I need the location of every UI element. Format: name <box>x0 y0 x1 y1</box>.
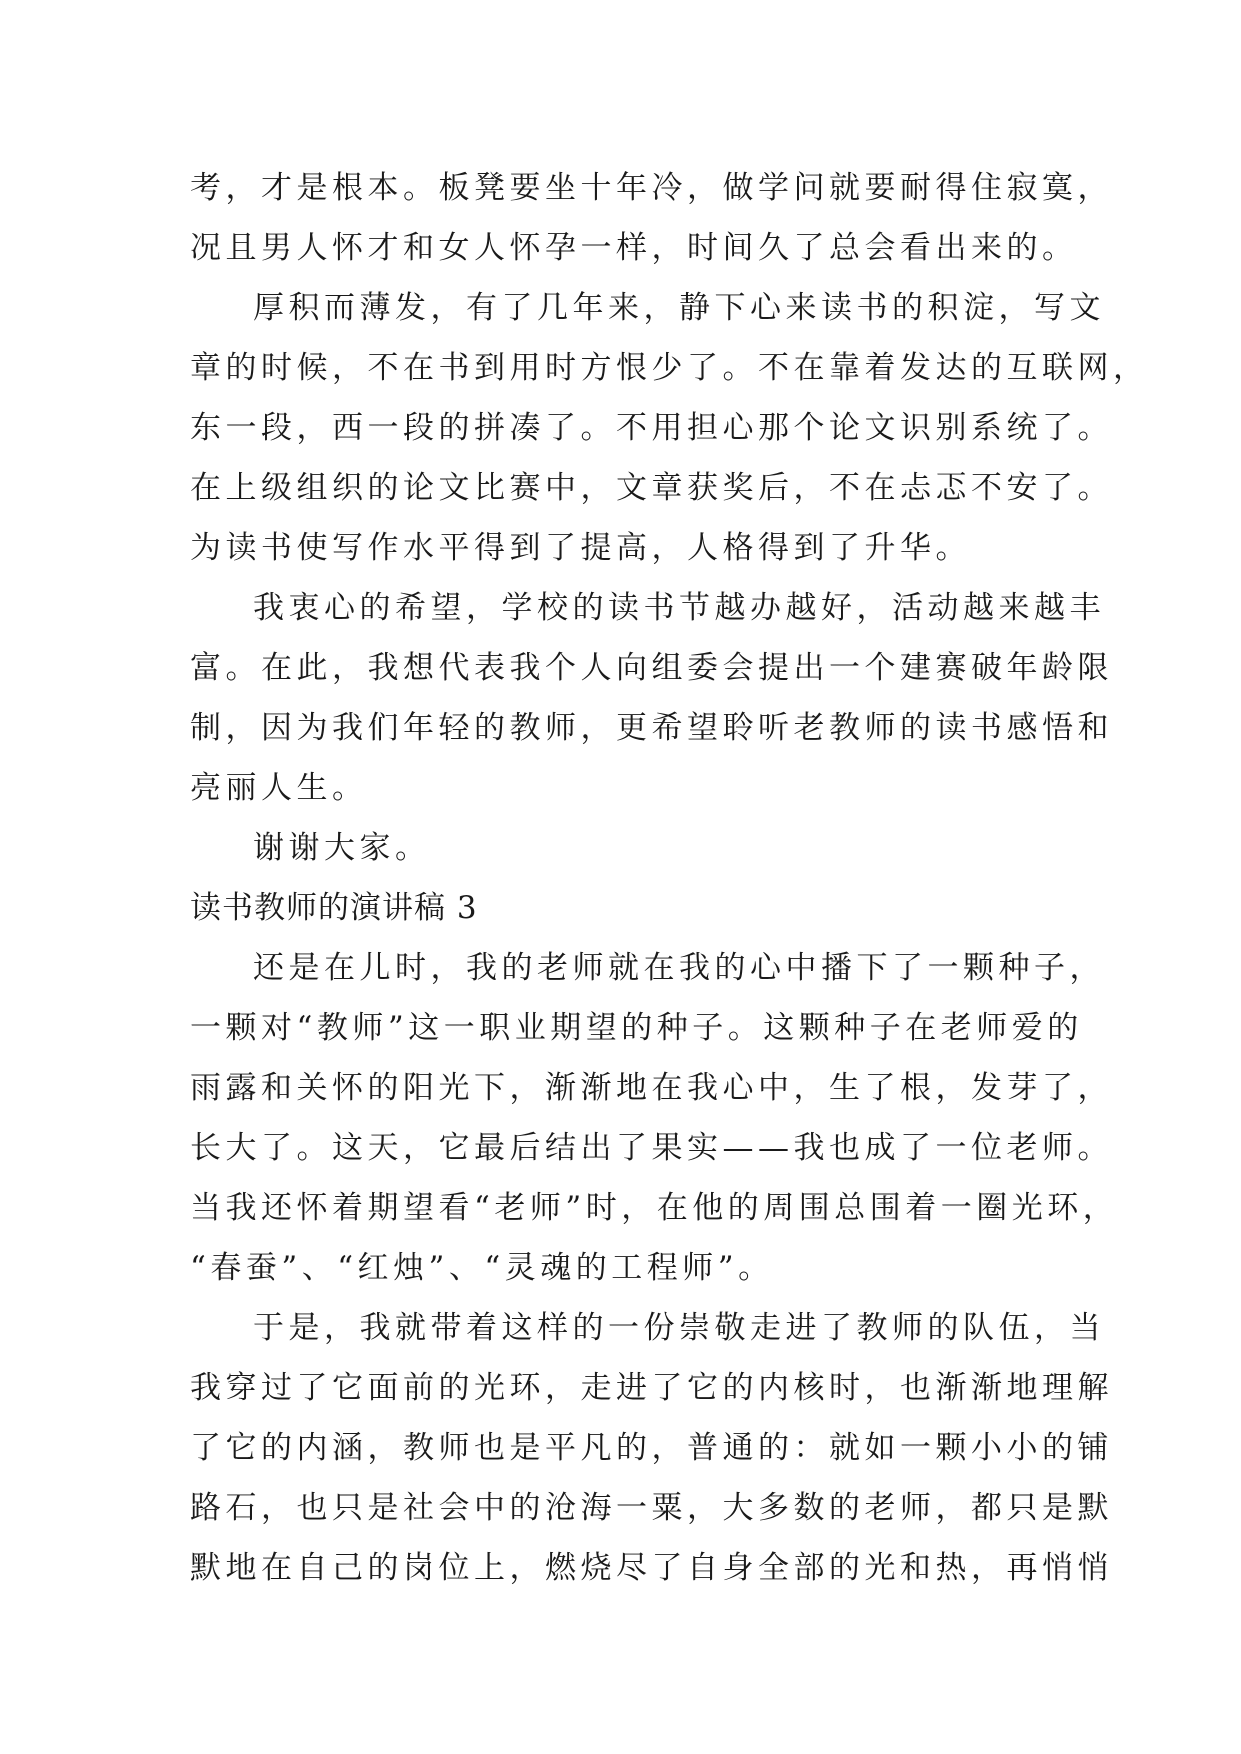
text-line: 我穿过了它面前的光环，走进了它的内核时，也渐渐地理解 <box>190 1370 1113 1406</box>
text-line: 雨露和关怀的阳光下，渐渐地在我心中，生了根，发芽了， <box>190 1070 1113 1106</box>
paragraph-start-line: 还是在儿时，我的老师就在我的心中播下了一颗种子， <box>253 950 1105 986</box>
text-line: 富。在此，我想代表我个人向组委会提出一个建赛破年龄限 <box>190 650 1113 686</box>
text-line: 况且男人怀才和女人怀孕一样，时间久了总会看出来的。 <box>190 230 1078 266</box>
text-line: 一颗对“教师”这一职业期望的种子。这颗种子在老师爱的 <box>190 1010 1083 1046</box>
text-line: 默地在自己的岗位上，燃烧尽了自身全部的光和热，再悄悄 <box>190 1550 1113 1586</box>
text-line: 制，因为我们年轻的教师，更希望聆听老教师的读书感悟和 <box>190 710 1113 746</box>
paragraph-start-line: 谢谢大家。 <box>253 830 431 866</box>
paragraph-start-line: 我衷心的希望，学校的读书节越办越好，活动越来越丰 <box>253 590 1105 626</box>
text-line: “春蚕”、“红烛”、“灵魂的工程师”。 <box>190 1250 774 1286</box>
text-line: 当我还怀着期望看“老师”时，在他的周围总围着一圈光环， <box>190 1190 1119 1226</box>
text-line: 在上级组织的论文比赛中，文章获奖后，不在忐忑不安了。 <box>190 470 1113 506</box>
section-heading: 读书教师的演讲稿 3 <box>190 890 478 926</box>
text-line: 了它的内涵，教师也是平凡的，普通的：就如一颗小小的铺 <box>190 1430 1113 1466</box>
paragraph-start-line: 厚积而薄发，有了几年来，静下心来读书的积淀，写文 <box>253 290 1105 326</box>
text-line: 亮丽人生。 <box>190 770 368 806</box>
text-line: 东一段，西一段的拼凑了。不用担心那个论文识别系统了。 <box>190 410 1113 446</box>
text-line: 章的时候，不在书到用时方恨少了。不在靠着发达的互联网， <box>190 350 1149 386</box>
text-line: 考，才是根本。板凳要坐十年冷，做学问就要耐得住寂寞， <box>190 170 1113 206</box>
text-line: 路石，也只是社会中的沧海一粟，大多数的老师，都只是默 <box>190 1490 1113 1526</box>
text-line: 为读书使写作水平得到了提高，人格得到了升华。 <box>190 530 971 566</box>
text-line: 长大了。这天，它最后结出了果实——我也成了一位老师。 <box>190 1130 1113 1166</box>
paragraph-start-line: 于是，我就带着这样的一份崇敬走进了教师的队伍，当 <box>253 1310 1105 1346</box>
